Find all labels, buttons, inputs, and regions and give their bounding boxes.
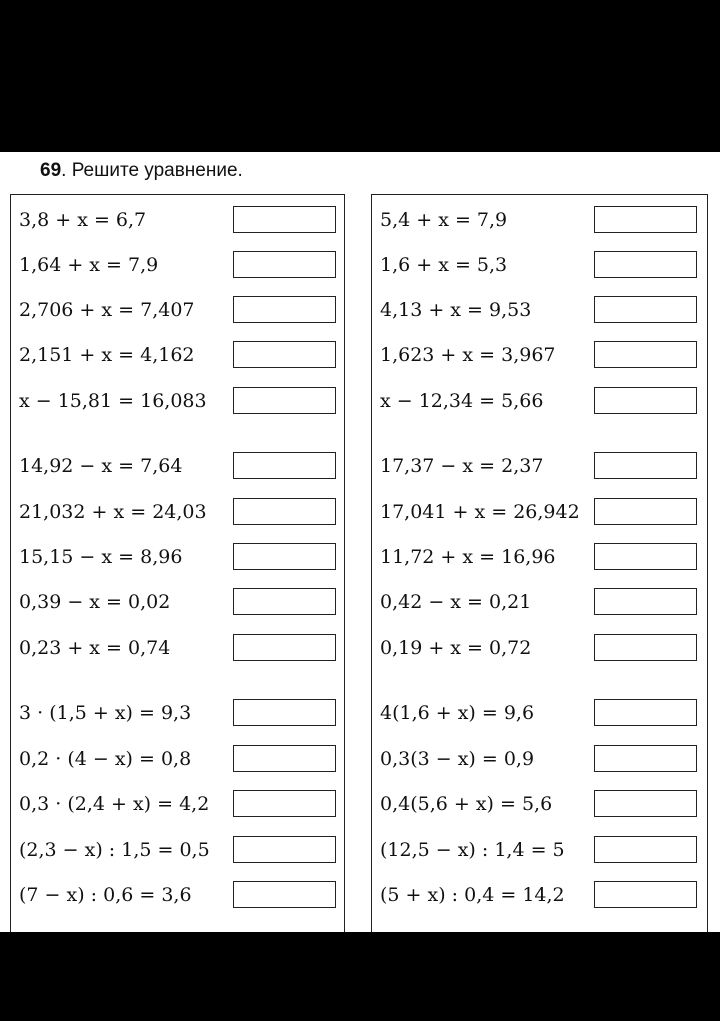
left-equation-10: 0,23 + x = 0,74 [19, 637, 171, 659]
left-answer-box-14[interactable] [233, 836, 336, 863]
right-equation-2: 1,6 + x = 5,3 [380, 254, 508, 276]
left-equation-4: 2,151 + x = 4,162 [19, 344, 195, 366]
right-answer-box-4[interactable] [594, 341, 697, 368]
left-equation-7: 21,032 + x = 24,03 [19, 501, 207, 523]
left-equation-8: 15,15 − x = 8,96 [19, 546, 183, 568]
left-equation-2: 1,64 + x = 7,9 [19, 254, 159, 276]
left-answer-box-11[interactable] [233, 699, 336, 726]
right-equation-12: 0,3(3 − x) = 0,9 [380, 748, 535, 770]
right-answer-box-13[interactable] [594, 790, 697, 817]
right-equation-6: 17,37 − x = 2,37 [380, 455, 544, 477]
right-answer-box-1[interactable] [594, 206, 697, 233]
left-answer-box-5[interactable] [233, 387, 336, 414]
right-answer-box-11[interactable] [594, 699, 697, 726]
right-equation-4: 1,623 + x = 3,967 [380, 344, 556, 366]
left-answer-box-9[interactable] [233, 588, 336, 615]
worksheet-page [0, 152, 720, 932]
task-instruction: . Решите уравнение. [61, 160, 243, 181]
right-equation-13: 0,4(5,6 + x) = 5,6 [380, 793, 553, 815]
left-equation-9: 0,39 − x = 0,02 [19, 591, 171, 613]
right-equation-7: 17,041 + x = 26,942 [380, 501, 580, 523]
left-answer-box-2[interactable] [233, 251, 336, 278]
right-equation-11: 4(1,6 + x) = 9,6 [380, 702, 535, 724]
right-equation-3: 4,13 + x = 9,53 [380, 299, 532, 321]
left-answer-box-15[interactable] [233, 881, 336, 908]
right-answer-box-12[interactable] [594, 745, 697, 772]
right-equation-1: 5,4 + x = 7,9 [380, 209, 508, 231]
right-equation-14: (12,5 − x) : 1,4 = 5 [380, 839, 565, 861]
left-equation-12: 0,2 · (4 − x) = 0,8 [19, 748, 192, 770]
left-answer-box-10[interactable] [233, 634, 336, 661]
left-equation-13: 0,3 · (2,4 + x) = 4,2 [19, 793, 210, 815]
right-equation-column [371, 194, 708, 932]
left-answer-box-8[interactable] [233, 543, 336, 570]
left-answer-box-4[interactable] [233, 341, 336, 368]
left-equation-5: x − 15,81 = 16,083 [19, 390, 207, 412]
left-equation-15: (7 − x) : 0,6 = 3,6 [19, 884, 192, 906]
left-equation-1: 3,8 + x = 6,7 [19, 209, 147, 231]
right-answer-box-2[interactable] [594, 251, 697, 278]
left-answer-box-13[interactable] [233, 790, 336, 817]
left-answer-box-12[interactable] [233, 745, 336, 772]
right-answer-box-14[interactable] [594, 836, 697, 863]
right-equation-8: 11,72 + x = 16,96 [380, 546, 556, 568]
left-equation-6: 14,92 − x = 7,64 [19, 455, 183, 477]
task-number: 69 [40, 160, 62, 181]
right-equation-5: x − 12,34 = 5,66 [380, 390, 544, 412]
right-answer-box-7[interactable] [594, 498, 697, 525]
right-equation-10: 0,19 + x = 0,72 [380, 637, 532, 659]
left-answer-box-3[interactable] [233, 296, 336, 323]
right-answer-box-9[interactable] [594, 588, 697, 615]
right-answer-box-6[interactable] [594, 452, 697, 479]
left-equation-column [10, 194, 345, 932]
right-equation-15: (5 + x) : 0,4 = 14,2 [380, 884, 565, 906]
task-title [40, 160, 243, 182]
left-answer-box-1[interactable] [233, 206, 336, 233]
left-equation-14: (2,3 − x) : 1,5 = 0,5 [19, 839, 210, 861]
right-answer-box-8[interactable] [594, 543, 697, 570]
right-equation-9: 0,42 − x = 0,21 [380, 591, 532, 613]
right-answer-box-10[interactable] [594, 634, 697, 661]
left-answer-box-6[interactable] [233, 452, 336, 479]
right-answer-box-3[interactable] [594, 296, 697, 323]
right-answer-box-5[interactable] [594, 387, 697, 414]
left-equation-11: 3 · (1,5 + x) = 9,3 [19, 702, 192, 724]
left-answer-box-7[interactable] [233, 498, 336, 525]
right-answer-box-15[interactable] [594, 881, 697, 908]
left-equation-3: 2,706 + x = 7,407 [19, 299, 195, 321]
